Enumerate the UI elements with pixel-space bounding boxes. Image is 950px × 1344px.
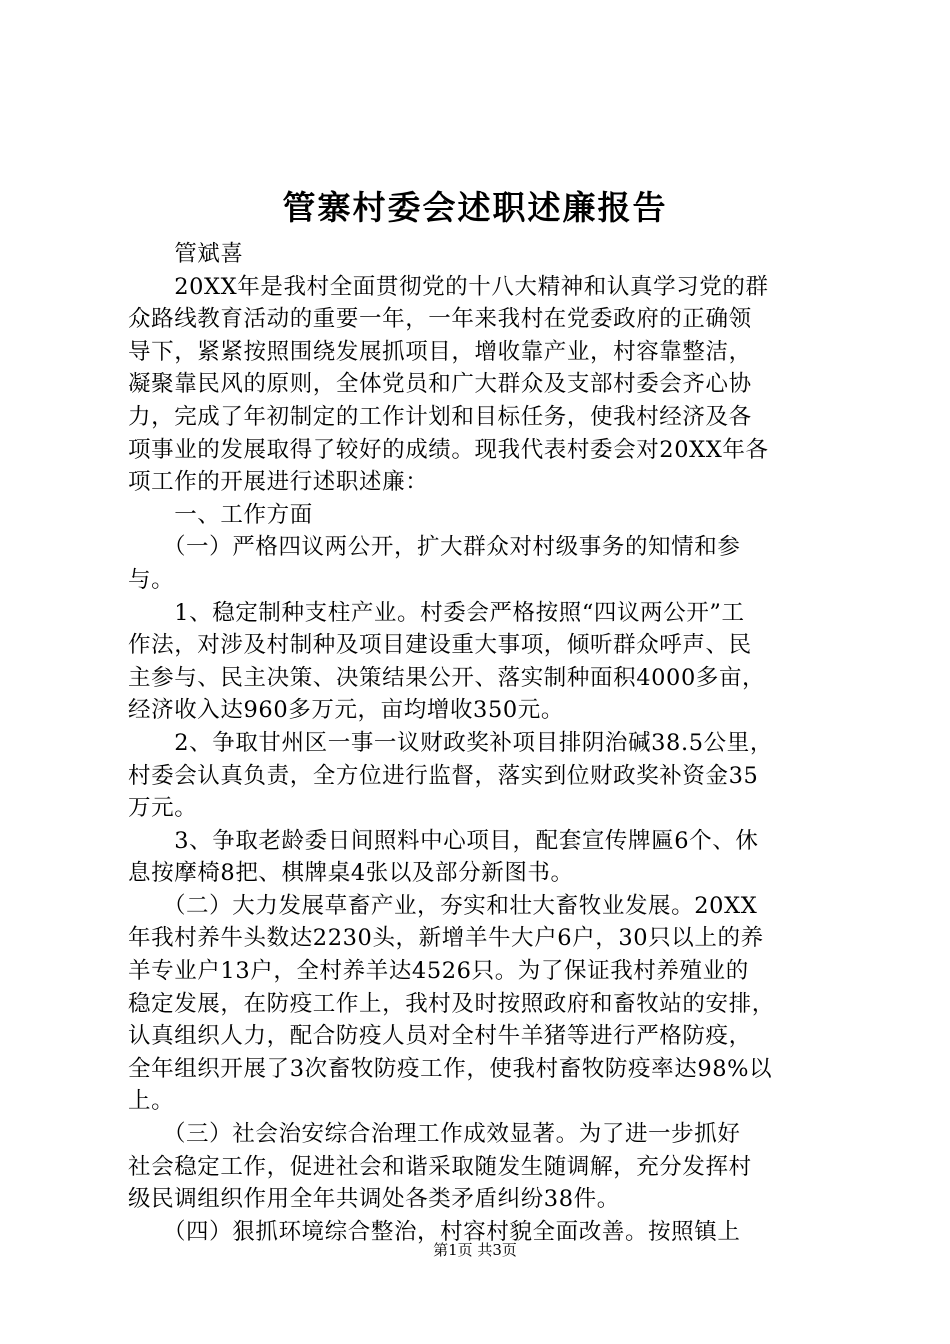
text-line: 管斌喜 — [128, 241, 244, 267]
text-line: 凝聚靠民风的原则，全体党员和广大群众及支部村委会齐心协 — [128, 371, 752, 398]
text-line: 导下，紧紧按照围绕发展抓项目，增收靠产业，村容靠整洁， — [128, 338, 752, 365]
text-line: 稳定发展，在防疫工作上，我村及时按照政府和畜牧站的安排， — [128, 990, 775, 1017]
text-line: （一）严格四议两公开，扩大群众对村级事务的知情和参 — [128, 534, 741, 561]
text-line: （二）大力发展草畜产业，夯实和壮大畜牧业发展。20XX — [128, 892, 758, 919]
page-footer: 第1页 共3页 — [433, 1241, 517, 1259]
text-line: 作法，对涉及村制种及项目建设重大事项，倾听群众呼声、民 — [128, 632, 752, 659]
text-line: 众路线教育活动的重要一年，一年来我村在党委政府的正确领 — [128, 306, 752, 333]
text-line: 项工作的开展进行述职述廉： — [128, 469, 429, 496]
text-line: 息按摩椅8把、棋牌桌4张以及部分新图书。 — [128, 860, 574, 887]
text-line: （四）狠抓环境综合整治，村容村貌全面改善。按照镇上 — [128, 1218, 741, 1245]
text-line: 3、争取老龄委日间照料中心项目，配套宣传牌匾6个、休 — [128, 827, 759, 854]
text-line: 万元。 — [128, 795, 198, 822]
text-line: 全年组织开展了3次畜牧防疫工作，使我村畜牧防疫率达98%以 — [128, 1055, 773, 1082]
text-line: 主参与、民主决策、决策结果公开、落实制种面积4000多亩， — [128, 664, 766, 691]
text-line: 1、稳定制种支柱产业。村委会严格按照“四议两公开”工 — [128, 599, 745, 626]
text-line: （三）社会治安综合治理工作成效显著。为了进一步抓好 — [128, 1121, 741, 1148]
text-line: 2、争取甘州区一事一议财政奖补项目排阴治碱38.5公里， — [128, 729, 773, 756]
text-line: 与。 — [128, 566, 175, 593]
text-line: 经济收入达960多万元，亩均增收350元。 — [128, 697, 564, 724]
text-line: 力，完成了年初制定的工作计划和目标任务，使我村经济及各 — [128, 403, 752, 430]
text-line: 羊专业户13户，全村养羊达4526只。为了保证我村养殖业的 — [128, 958, 749, 985]
text-line: 认真组织人力，配合防疫人员对全村牛羊猪等进行严格防疫， — [128, 1023, 752, 1050]
text-line: 年我村养牛头数达2230头，新增羊牛大户6户，30只以上的养 — [128, 925, 764, 952]
text-line: 20XX年是我村全面贯彻党的十八大精神和认真学习党的群 — [128, 273, 769, 300]
text-line: 一、工作方面 — [128, 501, 313, 528]
text-line: 项事业的发展取得了较好的成绩。现我代表村委会对20XX年各 — [128, 436, 769, 463]
text-line: 村委会认真负责，全方位进行监督，落实到位财政奖补资金35 — [128, 762, 759, 789]
document-title: 管寨村委会述职述廉报告 — [282, 188, 668, 227]
text-line: 社会稳定工作，促进社会和谐采取随发生随调解，充分发挥村 — [128, 1153, 752, 1180]
document-body — [128, 238, 830, 1248]
text-line: 级民调组织作用全年共调处各类矛盾纠纷38件。 — [128, 1186, 620, 1213]
text-line: 上。 — [128, 1088, 175, 1115]
